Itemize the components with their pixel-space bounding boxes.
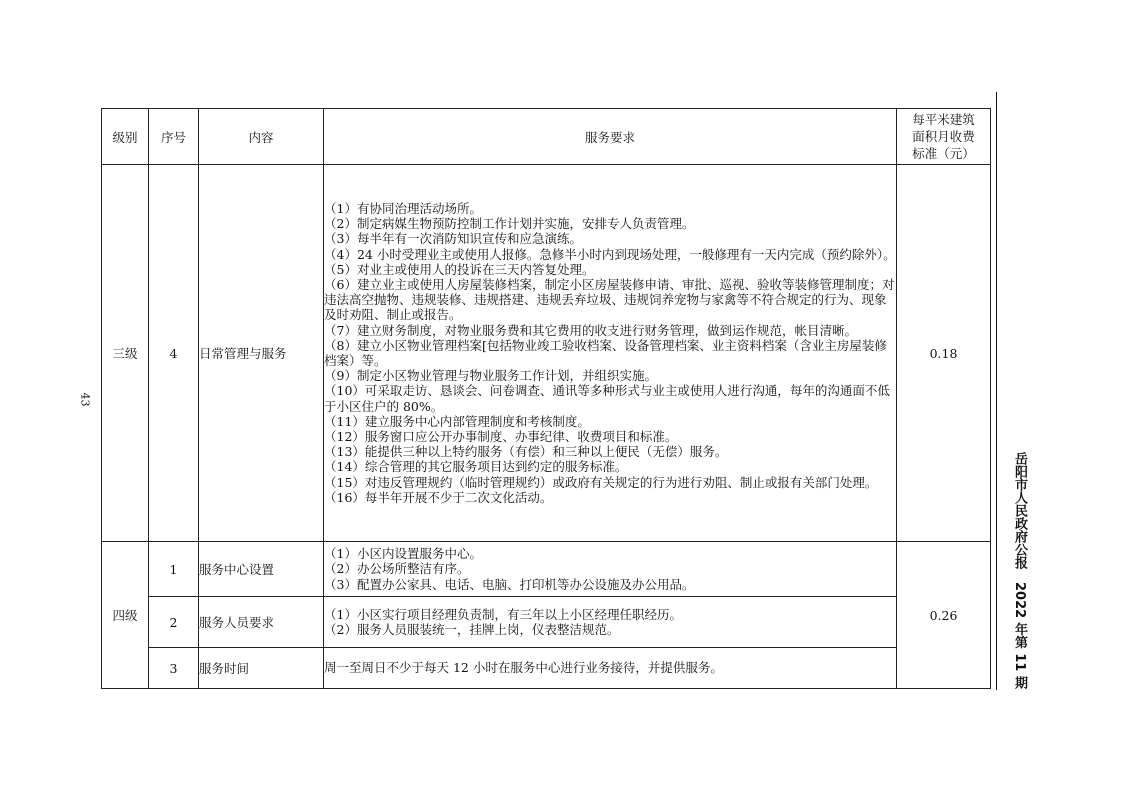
requirements-cell	[324, 597, 897, 648]
requirement-item: （5）对业主或使用人的投诉在三天内答复处理。	[324, 261, 595, 277]
requirement-item: （15）对违反管理规约（临时管理规约）或政府有关规定的行为进行劝阻、制止或报有关部门处理。	[324, 474, 878, 490]
requirement-item: （2）服务人员服装统一，挂牌上岗，仪表整洁规范。	[324, 622, 620, 637]
requirement-item: （16）每半年开展不少于二次文化活动。	[324, 489, 553, 505]
requirement-item: （3）配置办公家具、电话、电脑、打印机等办公设施及办公用品。	[324, 576, 695, 592]
table-row	[102, 542, 991, 597]
journal-title: 岳阳市人民政府公报 2022 年第 11 期	[1012, 452, 1027, 689]
requirements-cell	[324, 648, 897, 689]
requirement-item: （14）综合管理的其它服务项目达到约定的服务标准。	[324, 459, 628, 475]
seq-cell: 1	[149, 542, 199, 597]
content-cell: 服务中心设置	[199, 542, 324, 597]
header-seq: 序号	[149, 109, 199, 165]
requirement-item: （9）制定小区物业管理与物业服务工作计划，并组织实施。	[324, 368, 657, 384]
content-cell: 服务时间	[199, 648, 324, 689]
requirements-cell	[324, 542, 897, 597]
level-cell: 四级	[102, 542, 149, 689]
fee-cell: 0.18	[897, 165, 991, 542]
content-cell: 日常管理与服务	[199, 165, 324, 542]
content-cell: 服务人员要求	[199, 597, 324, 648]
page-number: 43	[78, 392, 92, 407]
requirement-item: （11）建立服务中心内部管理制度和考核制度。	[324, 413, 590, 429]
header-fee-line: 面积月收费	[912, 129, 975, 144]
seq-cell: 4	[149, 165, 199, 542]
table-header-row	[102, 109, 991, 165]
service-standard-table	[101, 108, 991, 689]
requirement-item: 周一至周日不少于每天 12 小时在服务中心进行业务接待，并提供服务。	[324, 660, 723, 676]
seq-cell: 3	[149, 648, 199, 689]
requirement-item: （8）建立小区物业管理档案[包括物业竣工验收档案、设备管理档案、业主资料档案（含业主房屋装修档案）等。	[324, 337, 887, 368]
header-level: 级别	[102, 109, 149, 165]
requirement-item: （10）可采取走访、恳谈会、问卷调查、通讯等多种形式与业主或使用人进行沟通，每年的沟通面不低于小区住户的 80%。	[324, 383, 890, 414]
header-content: 内容	[199, 109, 324, 165]
side-rule	[996, 92, 997, 690]
requirement-item: （1）小区内设置服务中心。	[324, 546, 482, 562]
requirement-item: （4）24 小时受理业主或使用人报修。急修半小时内到现场处理，一般修理有一天内完成（预约除外）。	[324, 246, 896, 262]
header-fee-line: 标准（元）	[912, 146, 975, 161]
table-row	[102, 597, 991, 648]
requirement-item: （3）每半年有一次消防知识宣传和应急演练。	[324, 231, 582, 247]
fee-cell: 0.26	[897, 542, 991, 689]
requirement-item: （13）能提供三种以上特约服务（有偿）和三种以上便民（无偿）服务。	[324, 444, 728, 460]
table-row	[102, 648, 991, 689]
header-requirements: 服务要求	[324, 109, 897, 165]
header-fee	[897, 109, 991, 165]
level-cell: 三级	[102, 165, 149, 542]
seq-cell: 2	[149, 597, 199, 648]
requirement-item: （2）办公场所整洁有序。	[324, 561, 470, 577]
table-row	[102, 165, 991, 542]
requirement-item: （12）服务窗口应公开办事制度、办事纪律、收费项目和标准。	[324, 429, 678, 445]
requirement-item: （1）有协同治理活动场所。	[324, 200, 482, 216]
requirements-cell	[324, 165, 897, 542]
requirement-item: （6）建立业主或使用人房屋装修档案，制定小区房屋装修申请、审批、巡视、验收等装修管理制度；对违法高空抛物、违规装修、违规搭建、违规丢弃垃圾、违规饲养宠物与家禽等不符合规定的行为、现象及时劝阻、制止或报告。	[324, 276, 895, 323]
requirement-item: （1）小区实行项目经理负责制，有三年以上小区经理任职经历。	[324, 606, 682, 622]
header-fee-line: 每平米建筑	[912, 112, 975, 127]
requirement-item: （7）建立财务制度，对物业服务费和其它费用的收支进行财务管理，做到运作规范，帐目清晰。	[324, 322, 857, 338]
requirement-item: （2）制定病媒生物预防控制工作计划并实施，安排专人负责管理。	[324, 216, 695, 232]
